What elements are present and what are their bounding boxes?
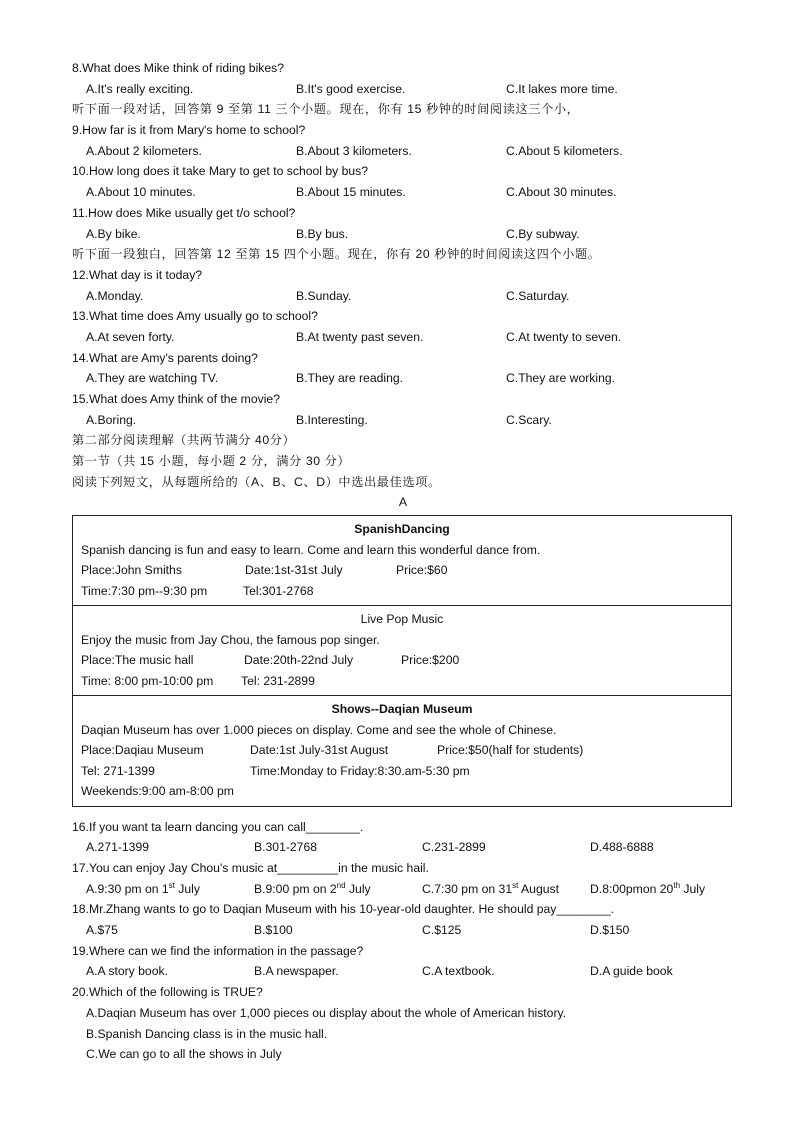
question-options [72, 837, 734, 858]
question-stem: 12.What day is it today? [72, 267, 203, 282]
option-c: C.A textbook. [422, 964, 495, 979]
passage-label: A [398, 495, 408, 510]
option-b: B.Sunday. [296, 288, 352, 303]
section-title: 第一节（共 15 小题，每小题 2 分，满分 30 分） [72, 454, 351, 469]
option-text: C.7:30 pm on 31 [422, 881, 513, 896]
option-b: B.About 15 minutes. [296, 185, 406, 200]
ordinal-suffix: st [512, 880, 519, 890]
option-d: D.A guide book [590, 964, 673, 979]
question-options [72, 410, 734, 431]
option-b: B.A newspaper. [254, 964, 339, 979]
option-a: A.A story book. [86, 964, 168, 979]
ad-time: Time:7:30 pm--9:30 pm [81, 583, 208, 598]
option-text: July [345, 881, 371, 896]
ad-details [81, 581, 723, 602]
ad-description: Daqian Museum has over 1.000 pieces on display. Come and see the whole of Chinese. [81, 722, 557, 737]
question-options [72, 961, 734, 982]
ad-description: Enjoy the music from Jay Chou, the famous pop singer. [81, 632, 380, 647]
option-c: C.231-2899 [422, 840, 486, 855]
ad-details [81, 650, 723, 671]
ad-date: Date:20th-22nd July [244, 653, 354, 668]
option-a: A.At seven forty. [86, 329, 175, 344]
option-c: C.Scary. [506, 412, 552, 427]
option-text: D.8:00pmon 20 [590, 881, 674, 896]
option-a: A.Daqian Museum has over 1,000 pieces ou display about the whole of American history. [86, 1005, 567, 1020]
option-b: B.$100 [254, 923, 293, 938]
ordinal-suffix: st [168, 880, 175, 890]
option-b: B.At twenty past seven. [296, 329, 424, 344]
question-stem: 19.Where can we find the information in the passage? [72, 943, 364, 958]
ad-date: Date:1st July-31st August [250, 743, 389, 758]
ad-title: SpanishDancing [354, 522, 450, 537]
option-b: B.About 3 kilometers. [296, 143, 412, 158]
question-stem: 10.How long does it take Mary to get to school by bus? [72, 164, 369, 179]
option-a: A.Monday. [86, 288, 144, 303]
option-a: A.Boring. [86, 412, 137, 427]
option-d: D.488-6888 [590, 840, 654, 855]
ordinal-suffix: th [673, 880, 681, 890]
ordinal-suffix: nd [336, 880, 346, 890]
option-d [590, 879, 705, 900]
ad-tel: Tel: 271-1399 [81, 763, 155, 778]
section-instruction: 阅读下列短文，从每题所给的（A、B、C、D）中选出最佳选项。 [72, 474, 441, 489]
ad-place: Place:Daqiau Museum [81, 743, 204, 758]
listening-instruction: 听下面一段对话，回答第 9 至第 11 三个小题。现在，你有 15 秒钟的时间阅读这三个小， [72, 102, 580, 117]
question-stem: 8.What does Mike think of riding bikes? [72, 61, 285, 75]
option-b: B.301-2768 [254, 840, 318, 855]
ad-title: Live Pop Music [360, 612, 444, 627]
option-a: A.It's really exciting. [86, 81, 194, 96]
ad-date: Date:1st-31st July [245, 563, 343, 578]
ads-table [72, 515, 732, 807]
option-text: August [518, 881, 559, 896]
option-text: A.9:30 pm on 1 [86, 881, 169, 896]
question-stem: 14.What are Amy's parents doing? [72, 350, 258, 365]
ad-live-pop-music [73, 606, 732, 696]
option-c: C.$125 [422, 923, 462, 938]
ad-title: Shows--Daqian Museum [331, 702, 473, 717]
option-a: A.271-1399 [86, 840, 150, 855]
question-options [72, 182, 734, 203]
question-options [72, 79, 734, 100]
option-d: D.$150 [590, 923, 630, 938]
question-options [72, 879, 734, 900]
ad-time: Time:Monday to Friday:8:30.am-5:30 pm [250, 763, 470, 778]
option-a: A.By bike. [86, 226, 141, 241]
question-stem: 11.How does Mike usually get t/o school? [72, 205, 296, 220]
option-c: C.It lakes more time. [506, 81, 618, 96]
option-text: B.9:00 pm on 2 [254, 881, 337, 896]
ad-details [81, 560, 723, 581]
ad-details [81, 671, 723, 692]
question-stem: 13.What time does Amy usually go to school? [72, 309, 318, 324]
option-text: July [680, 881, 706, 896]
option-c: C.At twenty to seven. [506, 329, 622, 344]
part-title: 第二部分阅读理解（共两节满分 40分） [72, 433, 296, 448]
option-a: A.They are watching TV. [86, 371, 219, 386]
option-c: C.They are working. [506, 371, 616, 386]
option-c: C.By subway. [506, 226, 580, 241]
ad-price: Price:$60 [396, 563, 448, 578]
option-b [254, 879, 371, 900]
question-options [72, 141, 734, 162]
question-options [72, 224, 734, 245]
question-stem: 17.You can enjoy Jay Chou's music at_________in the music hail. [72, 861, 429, 875]
ad-time: Time: 8:00 pm-10:00 pm [81, 673, 214, 688]
question-stem: 15.What does Amy think of the movie? [72, 392, 280, 406]
ad-price: Price:$50(half for students) [437, 743, 584, 758]
ad-place: Place:John Smiths [81, 563, 182, 578]
option-b: B.Interesting. [296, 412, 368, 427]
question-options [72, 286, 734, 307]
option-c: C.We can go to all the shows in July [86, 1047, 282, 1062]
option-a: A.$75 [86, 923, 118, 938]
ad-tel: Tel:301-2768 [243, 583, 314, 598]
exam-page [72, 58, 734, 1065]
option-c: C.About 5 kilometers. [506, 143, 623, 158]
question-stem: 16.If you want ta learn dancing you can call________. [72, 819, 364, 834]
ad-spanish-dancing [73, 516, 732, 606]
ad-tel: Tel: 231-2899 [241, 673, 315, 688]
question-options [72, 327, 734, 348]
ad-daqian-museum [73, 696, 732, 807]
listening-instruction: 听下面一段独白，回答第 12 至第 15 四个小题。现在，你有 20 秒钟的时间阅读这四个小题。 [72, 247, 601, 262]
ad-details [81, 761, 723, 782]
ad-place: Place:The music hall [81, 653, 194, 668]
option-c: C.Saturday. [506, 288, 570, 303]
option-a: A.About 10 minutes. [86, 185, 196, 200]
question-options [72, 920, 734, 941]
option-b: B.They are reading. [296, 371, 404, 386]
option-c [422, 879, 559, 900]
option-c: C.About 30 minutes. [506, 185, 617, 200]
option-a [86, 879, 200, 900]
ad-description: Spanish dancing is fun and easy to learn. Come and learn this wonderful dance from. [81, 542, 541, 557]
question-options [72, 368, 734, 389]
question-stem: 20.Which of the following is TRUE? [72, 985, 263, 1000]
option-text: July [174, 881, 200, 896]
option-b: B.By bus. [296, 226, 349, 241]
ad-weekends: Weekends:9:00 am-8:00 pm [81, 784, 234, 799]
option-a: A.About 2 kilometers. [86, 143, 202, 158]
option-b: B.Spanish Dancing class is in the music hall. [86, 1026, 328, 1041]
ad-details [81, 740, 723, 761]
question-stem: 18.Mr.Zhang wants to go to Daqian Museum with his 10-year-old daughter. He should pay________. [72, 902, 614, 917]
ad-price: Price:$200 [401, 653, 460, 668]
option-b: B.It's good exercise. [296, 81, 406, 96]
question-stem: 9.How far is it from Mary's home to school? [72, 123, 306, 138]
